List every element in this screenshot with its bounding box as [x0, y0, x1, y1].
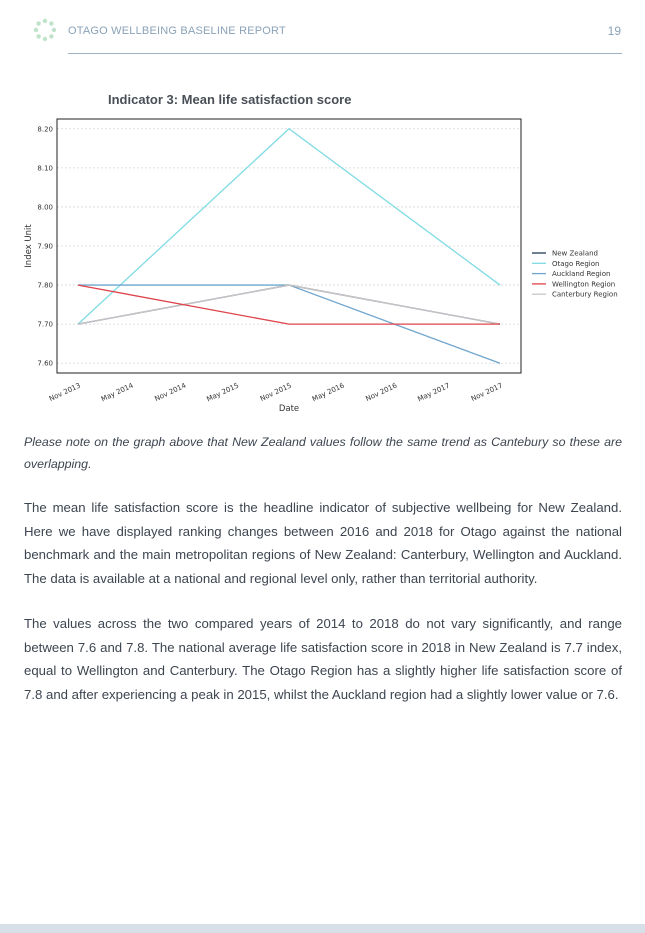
x-tick-label: May 2016: [310, 381, 346, 404]
x-tick-label: Nov 2013: [47, 381, 82, 404]
x-tick-label: May 2015: [205, 381, 241, 404]
legend-entry: Canterbury Region: [552, 290, 618, 299]
legend-entry: New Zealand: [552, 249, 598, 258]
series-line-new-zealand: [78, 285, 500, 324]
report-title: OTAGO WELLBEING BASELINE REPORT: [68, 25, 286, 37]
y-tick-label: 7.80: [37, 281, 53, 290]
line-chart: [20, 110, 625, 420]
footer-bar: [0, 924, 645, 933]
chart-heading: Indicator 3: Mean life satisfaction score: [108, 92, 352, 107]
chart-caption: Please note on the graph above that New Zealand values follow the same trend as Cantebury so these are overlapping.: [24, 435, 622, 471]
header-divider: [68, 53, 622, 54]
body-paragraph-1: The mean life satisfaction score is the headline indicator of subjective wellbeing for New Zealand. Here we have displayed ranking changes between 2016 and 2018 for Otago against the national benchmark and the main metropolitan regions of New Zealand: Canterbury, Wellington and Auckland. The data is available at a national and regional level only, rather than territorial authority.: [24, 500, 622, 586]
wreath-logo-icon: [33, 18, 57, 42]
y-tick-label: 8.20: [37, 125, 53, 134]
y-tick-label: 7.90: [37, 242, 53, 251]
legend-entry: Auckland Region: [552, 270, 611, 279]
legend-entry: Otago Region: [552, 259, 600, 268]
y-tick-label: 8.00: [37, 203, 53, 212]
x-axis-label: Date: [278, 404, 300, 414]
page-header: [0, 0, 645, 60]
page-number: 19: [607, 24, 621, 38]
x-tick-label: Nov 2014: [153, 381, 188, 404]
y-tick-label: 7.70: [37, 320, 53, 329]
series-line-otago-region: [78, 129, 500, 324]
y-tick-label: 8.10: [37, 164, 53, 173]
x-tick-label: Nov 2016: [364, 381, 399, 404]
x-tick-label: May 2017: [416, 381, 452, 404]
body-paragraph-2: The values across the two compared years of 2014 to 2018 do not vary significantly, and range between 7.6 and 7.8. The national average life satisfaction score in 2018 in New Zealand is 7.7 index, equal to Wellington and Canterbury. The Otago Region has a slightly higher life satisfaction score of 7.8 and after experiencing a peak in 2015, whilst the Auckland region had a slightly lower value or 7.6.: [24, 616, 622, 702]
x-tick-label: Nov 2017: [469, 381, 504, 404]
x-tick-label: Nov 2015: [258, 381, 293, 404]
series-line-canterbury-region: [78, 285, 500, 324]
series-line-wellington-region: [78, 285, 500, 324]
x-tick-label: May 2014: [99, 381, 135, 404]
y-axis-label: Index Unit: [24, 224, 34, 268]
y-tick-label: 7.60: [37, 359, 53, 368]
legend-entry: Wellington Region: [552, 280, 616, 289]
